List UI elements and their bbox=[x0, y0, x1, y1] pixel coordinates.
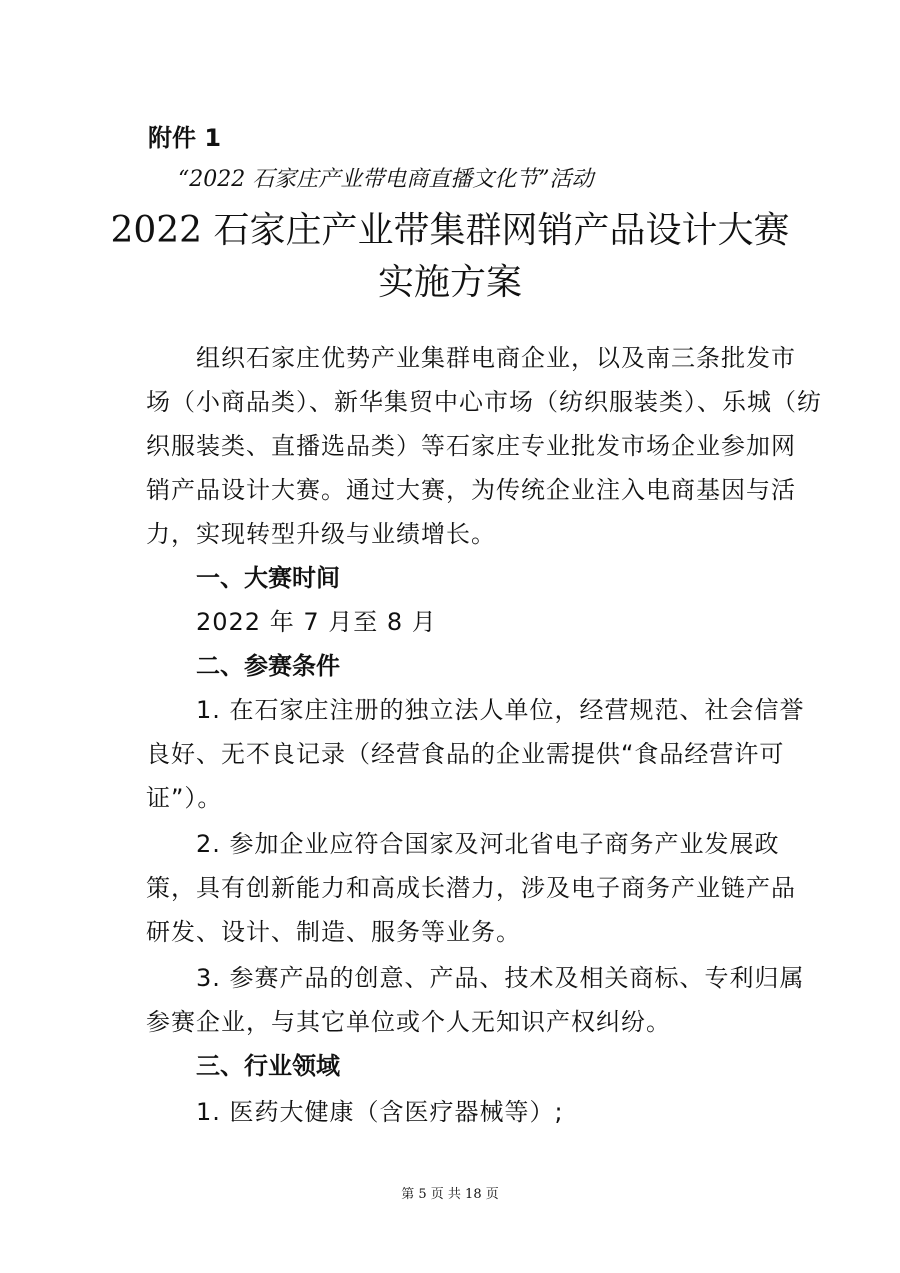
intro-line-4: 销产品设计大赛。通过大赛，为传统企业注入电商基因与活 bbox=[146, 476, 796, 504]
condition-1-line-2: 良好、无不良记录（经营食品的企业需提供“食品经营许可 bbox=[146, 740, 785, 768]
condition-1-line-3: 证”）。 bbox=[146, 784, 223, 812]
condition-3-line-1: 3. 参赛产品的创意、产品、技术及相关商标、专利归属 bbox=[196, 964, 805, 992]
intro-line-1: 组织石家庄优势产业集群电商企业，以及南三条批发市 bbox=[196, 344, 796, 372]
intro-line-5: 力，实现转型升级与业绩增长。 bbox=[146, 520, 496, 548]
intro-line-3: 织服装类、直播选品类）等石家庄专业批发市场企业参加网 bbox=[146, 432, 796, 460]
document-title-line-1: 2022 石家庄产业带集群网销产品设计大赛 bbox=[110, 210, 790, 251]
section-heading-industries: 三、行业领域 bbox=[196, 1052, 340, 1080]
intro-line-2: 场（小商品类）、新华集贸中心市场（纺织服装类）、乐城（纺 bbox=[146, 388, 822, 416]
page-number: 第 5 页 共 18 页 bbox=[401, 1187, 499, 1202]
condition-2-line-2: 策，具有创新能力和高成长潜力，涉及电子商务产业链产品 bbox=[146, 874, 796, 902]
document-title-line-2: 实施方案 bbox=[377, 262, 522, 303]
attachment-label: 附件 1 bbox=[148, 124, 222, 152]
industry-1: 1. 医药大健康（含医疗器械等）; bbox=[196, 1098, 564, 1126]
condition-2-line-1: 2. 参加企业应符合国家及河北省电子商务产业发展政 bbox=[196, 830, 780, 858]
condition-1-line-1: 1. 在石家庄注册的独立法人单位，经营规范、社会信誉 bbox=[196, 696, 805, 724]
condition-2-line-3: 研发、设计、制造、服务等业务。 bbox=[146, 918, 521, 946]
section-heading-conditions: 二、参赛条件 bbox=[196, 652, 340, 680]
event-name: “2022 石家庄产业带电商直播文化节”活动 bbox=[178, 167, 594, 192]
condition-3-line-2: 参赛企业，与其它单位或个人无知识产权纠纷。 bbox=[146, 1008, 671, 1036]
section-heading-time: 一、大赛时间 bbox=[196, 564, 340, 592]
contest-time-text: 2022 年 7 月至 8 月 bbox=[196, 608, 437, 636]
